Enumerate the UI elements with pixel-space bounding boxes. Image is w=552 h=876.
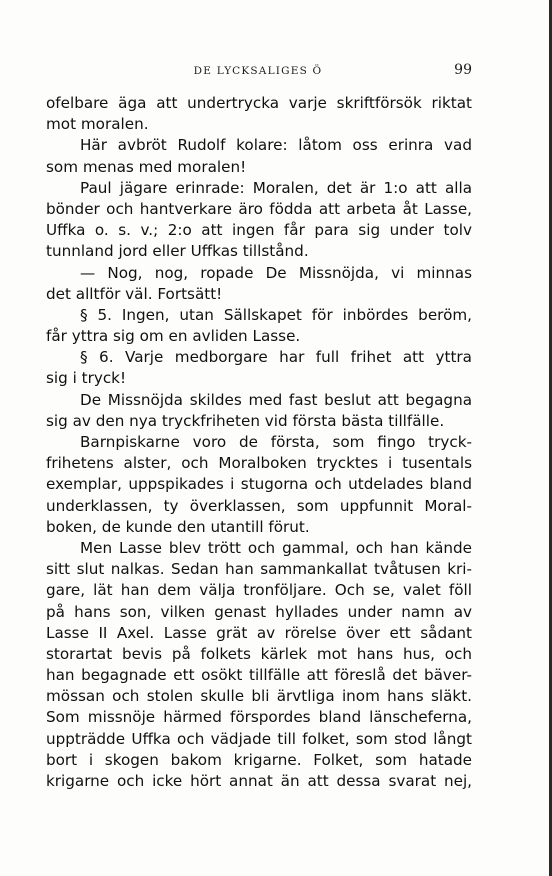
text-line: ofelbare äga att undertrycka varje skriftförsök riktat bbox=[46, 94, 472, 112]
body-text bbox=[46, 93, 472, 792]
text-line: Barnpiskarne voro de första, som fingo tryck- bbox=[80, 433, 472, 451]
text-line: Uffka o. s. v.; 2:o att ingen får para sig under tolv bbox=[46, 221, 472, 240]
text-line: boken, de kunde den utantill förut. bbox=[46, 517, 310, 536]
text-line: § 5. Ingen, utan Sällskapet för inbördes beröm, bbox=[80, 305, 472, 324]
text-line: — Nog, nog, ropade De Missnöjda, vi minnas bbox=[80, 263, 472, 282]
text-line: mot moralen. bbox=[46, 115, 149, 134]
text-line: på hans son, vilken genast hyllades under namn av bbox=[46, 602, 472, 621]
text-line: bönder och hantverkare äro födda att arbeta åt Lasse, bbox=[46, 199, 472, 218]
text-line: exemplar, uppspikades i stugorna och utdelades bland bbox=[46, 475, 472, 494]
text-line: Paul jägare erinrade: Moralen, det är 1:o att alla bbox=[80, 178, 472, 197]
text-line: underklassen, ty överklassen, som uppfunnit Moral- bbox=[46, 496, 472, 515]
text-line: bort i skogen bakom krigarne. Folket, som hatade bbox=[46, 750, 472, 769]
text-line: uppträdde Uffka och vädjade till folket, som stod långt bbox=[46, 729, 472, 748]
page-number: 99 bbox=[454, 62, 472, 78]
text-line: Men Lasse blev trött och gammal, och han kände bbox=[80, 538, 472, 557]
running-title: DE LYCKSALIGES Ö bbox=[193, 65, 323, 77]
text-line: sig av den nya tryckfriheten vid första bästa tillfälle. bbox=[46, 411, 445, 430]
text-line: gare, lät han dem välja tronföljare. Och se, valet föll bbox=[46, 581, 472, 600]
text-line: tunnland jord eller Uffkas tillstånd. bbox=[46, 242, 309, 261]
text-line: storartat bevis på folkets kärlek mot hans hus, och bbox=[46, 644, 472, 663]
running-head bbox=[44, 62, 472, 82]
text-line: frihetens alster, och Moralboken trycktes i tusentals bbox=[46, 454, 472, 473]
text-line: Här avbröt Rudolf kolare: låtom oss erinra vad bbox=[80, 136, 472, 155]
text-line: som menas med moralen! bbox=[46, 157, 247, 176]
text-line: det alltför väl. Fortsätt! bbox=[46, 284, 223, 303]
text-line: sitt slut nalkas. Sedan han sammankallat tvåtusen kri- bbox=[46, 560, 472, 579]
text-line: De Missnöjda skildes med fast beslut att begagna bbox=[80, 390, 472, 409]
text-line: han begagnade ett osökt tillfälle att föreslå det bäver- bbox=[46, 666, 472, 685]
text-line: sig i tryck! bbox=[46, 369, 127, 388]
text-line: § 6. Varje medborgare har full frihet att yttra bbox=[80, 348, 472, 367]
text-line: krigarne och icke hört annat än att dessa svarat nej, bbox=[46, 772, 472, 790]
text-line: Lasse II Axel. Lasse grät av rörelse över ett sådant bbox=[46, 623, 472, 642]
text-line: Som missnöje härmed förspordes bland länscheferna, bbox=[46, 708, 472, 727]
text-line: mössan och stolen skulle bli ärvtliga inom hans släkt. bbox=[46, 687, 472, 706]
text-line: får yttra sig om en avliden Lasse. bbox=[46, 327, 301, 346]
